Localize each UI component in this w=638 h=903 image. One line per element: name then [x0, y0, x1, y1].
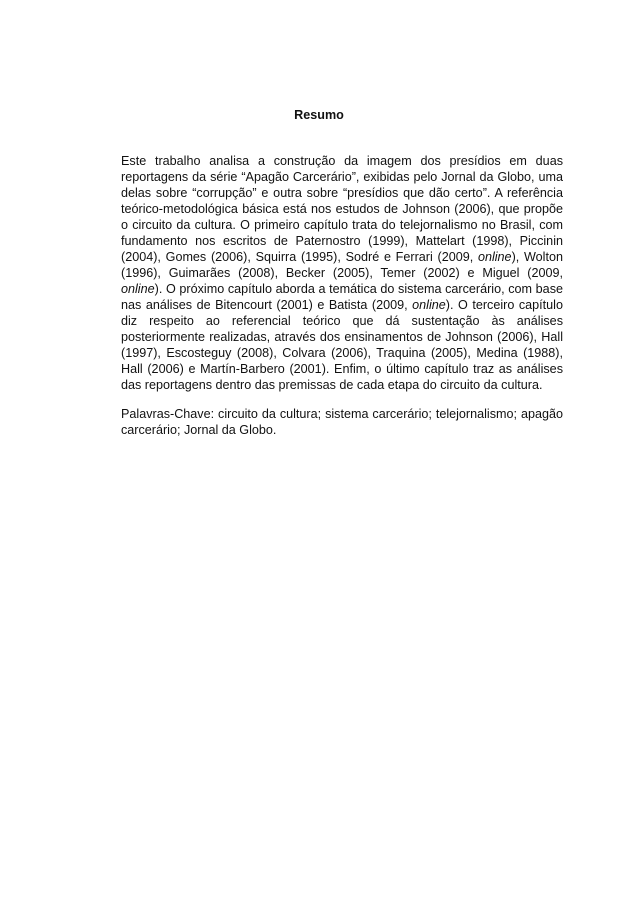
abstract-text-segment: Este trabalho analisa a construção da imagem dos presídios em duas reportagens da série “Apagão Carcerário”, exibidas pelo Jornal da Globo, uma delas sobre “corrupção” e outra sobre “presídios que dão certo”. A referência teórico-metodológica básica está nos estudos de Johnson (2006), que propõe o circuito da cultura. O primeiro capítulo trata do telejornalismo no Brasil, com fundamento nos escritos de Paternostro (1999), Mattelart (1998), Piccinin (2004), Gomes (2006), Squirra (1995), Sodré e Ferrari (2009, [121, 154, 563, 264]
abstract-title: Resumo [294, 108, 344, 122]
keywords-paragraph: Palavras-Chave: circuito da cultura; sistema carcerário; telejornalismo; apagão carcerário; Jornal da Globo. [121, 407, 563, 437]
abstract-italic-term: online [412, 298, 446, 312]
abstract-text-segment: ). O próximo capítulo aborda a temática do sistema carcerário, com base nas análises de Bitencourt (2001) e Batista (2009, [121, 282, 563, 312]
abstract-body [121, 153, 563, 438]
abstract-paragraph [121, 153, 563, 393]
abstract-text-segment: ), Wolton (1996), Guimarães (2008), Becker (2005), Temer (2002) e Miguel (2009, [121, 250, 563, 280]
abstract-text-segment: ). O terceiro capítulo diz respeito ao referencial teórico que dá sustentação às análises posteriormente realizadas, através dos ensinamentos de Johnson (2006), Hall (1997), Escosteguy (2008), Colvara (2006), Traquina (2005), Medina (1988), Hall (2006) e Martín-Barbero (2001). Enfim, o último capítulo traz as análises das reportagens dentro das premissas de cada etapa do circuito da cultura. [121, 298, 563, 392]
abstract-italic-term: online [477, 250, 512, 264]
abstract-italic-term: online [121, 282, 155, 296]
